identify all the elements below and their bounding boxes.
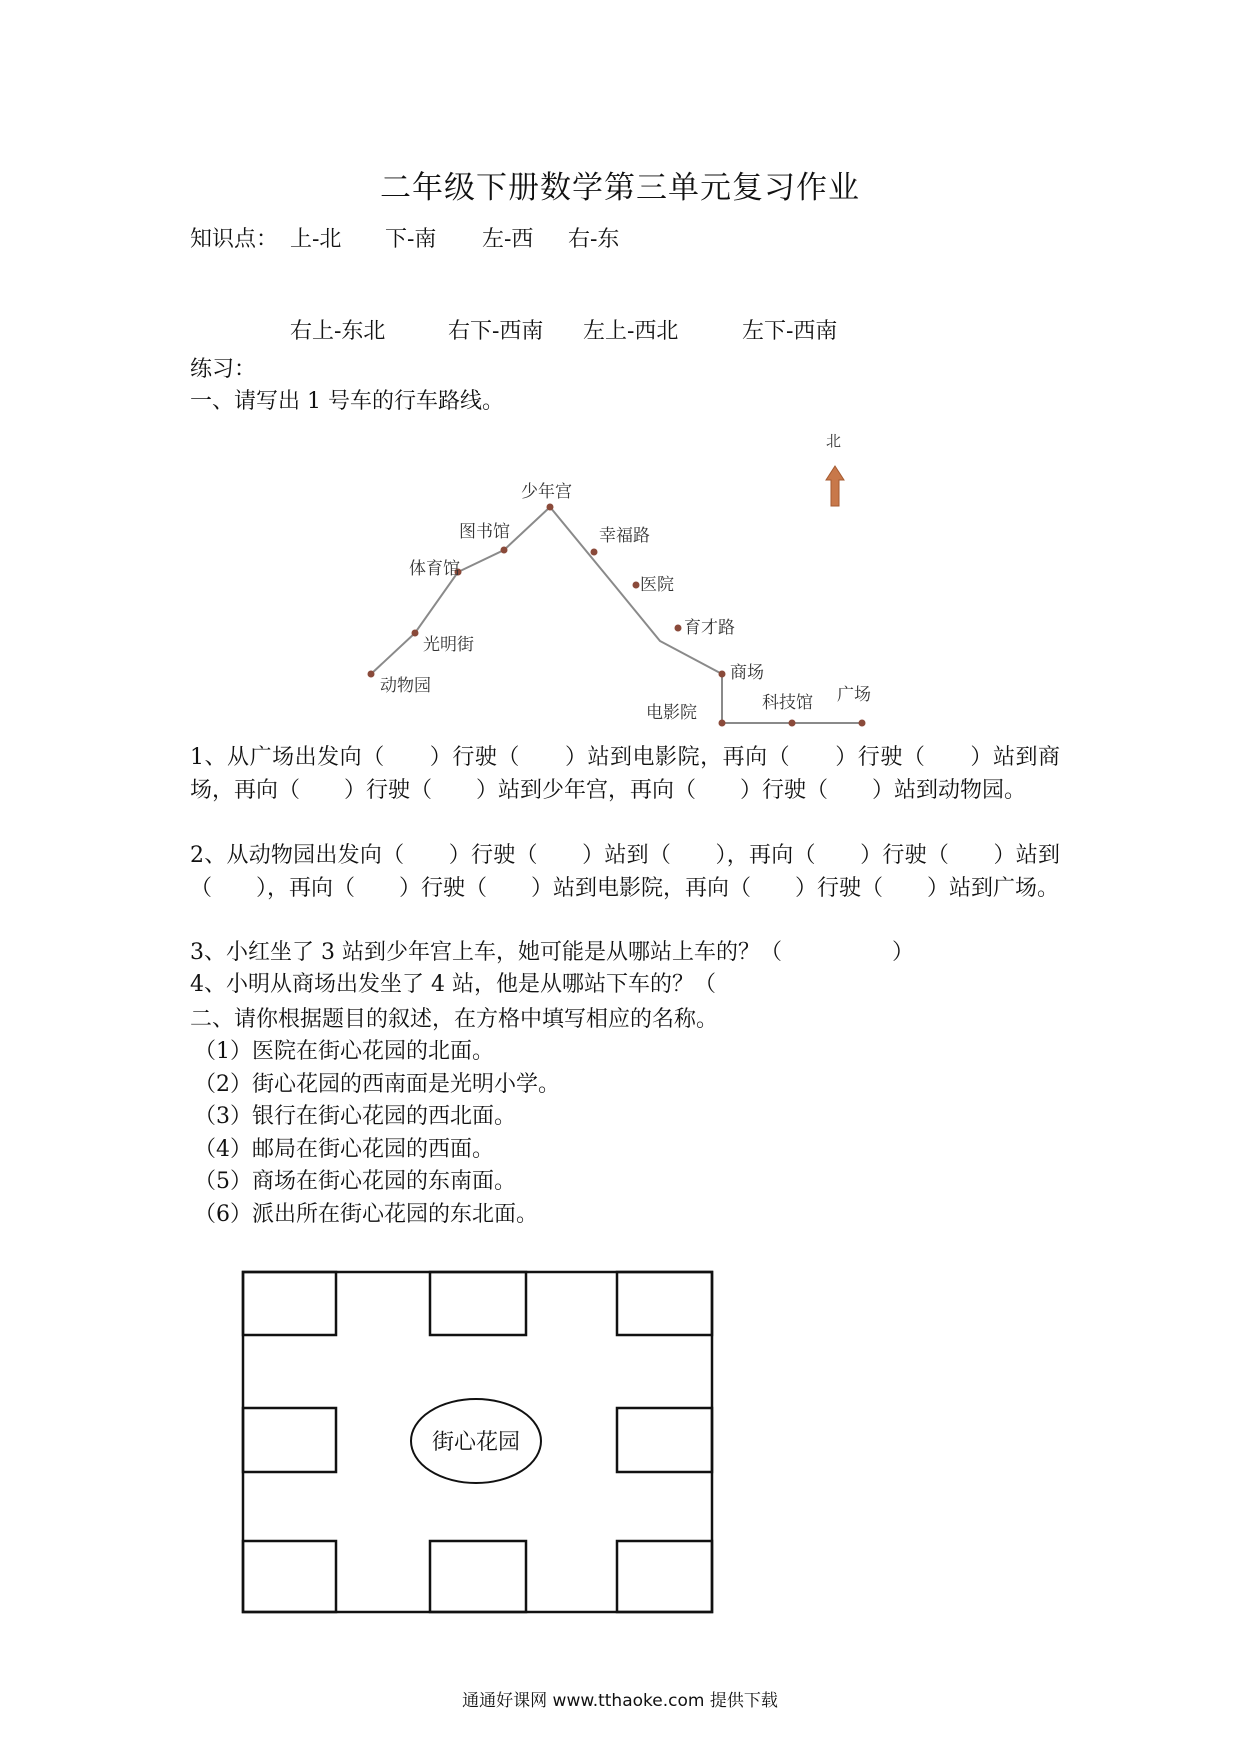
grid-box-south — [430, 1541, 526, 1612]
station-dot-science — [789, 720, 796, 727]
station-dot-zoo — [368, 671, 375, 678]
knowledge-item: 上-北 — [290, 227, 342, 252]
station-label-palace: 少年宫 — [521, 482, 572, 502]
question-2: 2、从动物园出发向（ ）行驶（ ）站到（ ），再向（ ）行驶（ ）站到（ ），再向（ ）行驶（ ）站到电影院，再向（ ）行驶（ ）站到广场。 — [190, 843, 1060, 901]
station-label-guangming: 光明街 — [423, 635, 474, 655]
grid-box-northeast — [617, 1272, 712, 1335]
direction-item: （5）商场在街心花园的东南面。 — [194, 1169, 516, 1194]
station-dot-hospital — [633, 582, 640, 589]
knowledge-item: 下-南 — [385, 227, 437, 252]
grid-outer-frame — [243, 1272, 712, 1612]
question-4: 4、小明从商场出发坐了 4 站，他是从哪站下车的？（ — [190, 972, 716, 997]
direction-item: （1）医院在街心花园的北面。 — [194, 1039, 494, 1064]
station-dot-xingfu — [591, 549, 598, 556]
station-label-yucai: 育才路 — [684, 618, 735, 638]
direction-item: （2）街心花园的西南面是光明小学。 — [194, 1072, 560, 1097]
grid-box-southwest — [243, 1541, 336, 1612]
station-label-science: 科技馆 — [762, 693, 813, 713]
knowledge-item: 左上-西北 — [583, 319, 679, 344]
garden-ellipse — [411, 1399, 541, 1483]
grid-box-north — [430, 1272, 526, 1335]
station-dot-library — [501, 547, 508, 554]
knowledge-label: 知识点： — [190, 227, 279, 252]
page-title: 二年级下册数学第三单元复习作业 — [380, 170, 860, 206]
north-arrow — [826, 432, 844, 506]
knowledge-item: 左下-西南 — [742, 319, 838, 344]
section2-heading: 二、请你根据题目的叙述，在方格中填写相应的名称。 — [190, 1007, 719, 1032]
station-dot-square — [859, 720, 866, 727]
station-label-hospital: 医院 — [640, 575, 674, 595]
direction-item: （4）邮局在街心花园的西面。 — [194, 1137, 494, 1162]
grid-box-northwest — [243, 1272, 336, 1335]
station-dot-mall — [719, 671, 726, 678]
station-dot-palace — [547, 504, 554, 511]
station-label-square: 广场 — [837, 685, 871, 705]
knowledge-item: 左-西 — [482, 227, 534, 252]
grid-box-southeast — [617, 1541, 712, 1612]
practice-label: 练习： — [190, 357, 257, 382]
station-label-library: 图书馆 — [459, 522, 510, 542]
station-dot-guangming — [412, 630, 419, 637]
question-3: 3、小红坐了 3 站到少年宫上车，她可能是从哪站上车的？（ ） — [190, 940, 914, 965]
grid-box-east — [617, 1408, 712, 1472]
route-map — [0, 0, 1240, 740]
direction-item: （3）银行在街心花园的西北面。 — [194, 1104, 516, 1129]
grid-box-west — [243, 1408, 336, 1472]
station-label-cinema: 电影院 — [646, 703, 697, 723]
garden-label: 街心花园 — [431, 1430, 521, 1455]
question-1: 1、从广场出发向（ ）行驶（ ）站到电影院，再向（ ）行驶（ ）站到商场，再向（ ）行驶（ ）站到少年宫，再向（ ）行驶（ ）站到动物园。 — [190, 745, 1060, 803]
direction-item: （6）派出所在街心花园的东北面。 — [194, 1202, 538, 1227]
station-dot-cinema — [719, 720, 726, 727]
knowledge-item: 右-东 — [568, 227, 620, 252]
section1-heading: 一、请写出 1 号车的行车路线。 — [190, 389, 504, 414]
knowledge-item: 右下-西南 — [448, 319, 544, 344]
station-label-zoo: 动物园 — [380, 676, 431, 696]
station-label-xingfu: 幸福路 — [599, 526, 650, 546]
north-label: 北 — [826, 432, 842, 450]
north-arrow-icon — [826, 466, 844, 506]
station-label-stadium: 体育馆 — [409, 559, 460, 579]
station-label-mall: 商场 — [730, 663, 764, 683]
page-footer: 通通好课网 www.tthaoke.com 提供下载 — [462, 1691, 778, 1711]
station-dot-yucai — [675, 625, 682, 632]
knowledge-item: 右上-东北 — [290, 319, 386, 344]
